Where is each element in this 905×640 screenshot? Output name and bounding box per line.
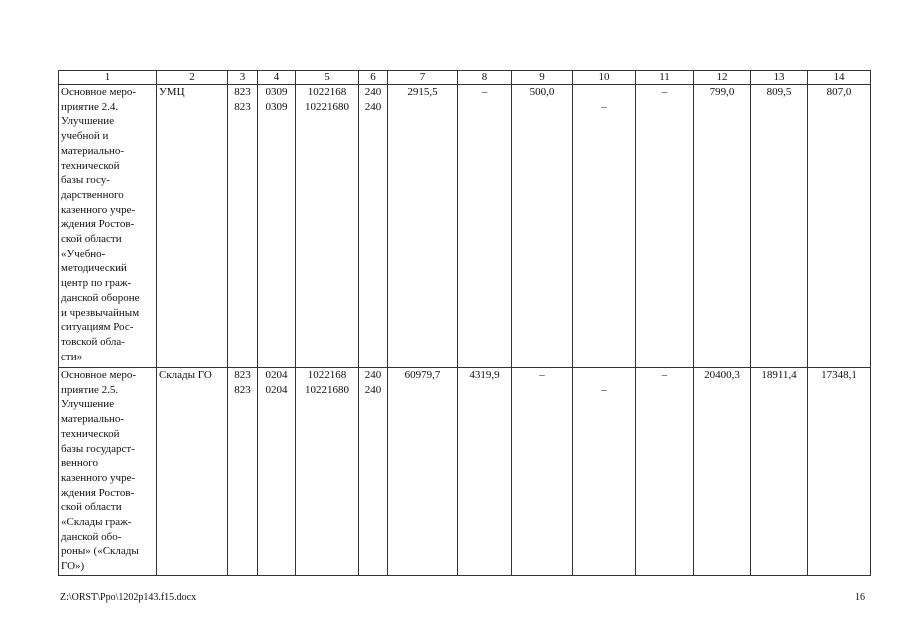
activity-name-line: «Учебно-	[61, 247, 106, 260]
value-cell: 807,0	[808, 85, 871, 368]
executor-cell: УМЦ	[157, 85, 228, 368]
value-cell: 500,0	[512, 85, 573, 368]
csr-cell	[296, 368, 359, 576]
grbs-code: 823	[234, 369, 251, 381]
activity-name-line: ГО»)	[61, 560, 85, 573]
header-cell: 11	[636, 71, 694, 85]
rzpr-cell	[258, 85, 296, 368]
header-cell: 6	[359, 71, 388, 85]
activity-name-line: ской области	[61, 233, 122, 246]
value-cell: 799,0	[694, 85, 751, 368]
activity-name-line: казенного учре-	[61, 471, 136, 484]
value-cell: 18911,4	[751, 368, 808, 576]
program-table	[58, 70, 871, 576]
value-cell: –	[512, 368, 573, 576]
table-row	[59, 368, 871, 576]
header-cell: 4	[258, 71, 296, 85]
activity-name-line: базы госу-	[61, 174, 110, 187]
vr-cell	[359, 368, 388, 576]
header-cell: 3	[228, 71, 258, 85]
csr-code: 10221680	[305, 383, 349, 396]
value-cell: –	[636, 85, 694, 368]
grbs-cell	[228, 85, 258, 368]
value-cell: 17348,1	[808, 368, 871, 576]
activity-name-line: приятие 2.4.	[61, 100, 119, 113]
grbs-cell	[228, 368, 258, 576]
rzpr-code: 0204	[265, 383, 288, 396]
activity-name-line: ситуациям Рос-	[61, 321, 134, 334]
vr-code: 240	[364, 369, 382, 381]
header-cell: 10	[573, 71, 636, 85]
value-cell: 809,5	[751, 85, 808, 368]
activity-name-line: ждения Ростов-	[61, 486, 135, 499]
header-cell: 1	[59, 71, 157, 85]
activity-name-line: приятие 2.5.	[61, 383, 119, 396]
activity-name-line: данской обороне	[61, 291, 140, 304]
activity-name-line: ждения Ростов-	[61, 218, 135, 231]
activity-name-line: казенного учре-	[61, 203, 136, 216]
activity-name-line: Основное меро-	[61, 369, 137, 381]
value-cell: 4319,9	[458, 368, 512, 576]
activity-name-line: материально-	[61, 413, 125, 426]
csr-cell	[296, 85, 359, 368]
header-cell: 14	[808, 71, 871, 85]
value-cell: 60979,7	[388, 368, 458, 576]
value-text: –	[601, 383, 607, 396]
grbs-code: 823	[234, 383, 251, 396]
activity-name-line: Основное меро-	[61, 86, 137, 98]
value-cell	[573, 368, 636, 576]
activity-name-line: и чрезвычайным	[61, 306, 140, 319]
value-cell: 20400,3	[694, 368, 751, 576]
page-number: 16	[855, 592, 865, 603]
activity-name-line: ской области	[61, 501, 122, 514]
activity-name-line: Улучшение	[61, 115, 115, 128]
activity-name-line: центр по граж-	[61, 277, 132, 290]
activity-name-line: роны» («Склады	[61, 545, 139, 558]
grbs-code: 823	[234, 100, 251, 113]
activity-name-line: базы государст-	[61, 442, 135, 455]
csr-code: 1022168	[307, 86, 347, 98]
activity-name-line: технической	[61, 427, 120, 440]
header-cell: 13	[751, 71, 808, 85]
activity-name-line: Улучшение	[61, 398, 115, 411]
activity-name-line: товской обла-	[61, 335, 125, 348]
grbs-code: 823	[234, 86, 251, 98]
rzpr-code: 0309	[265, 86, 288, 98]
header-cell: 5	[296, 71, 359, 85]
activity-name-cell	[59, 85, 157, 368]
value-cell	[573, 85, 636, 368]
vr-code: 240	[364, 86, 382, 98]
value-cell: 2915,5	[388, 85, 458, 368]
header-cell: 12	[694, 71, 751, 85]
activity-name-line: сти»	[61, 350, 83, 363]
executor-cell: Склады ГО	[157, 368, 228, 576]
activity-name-line: материально-	[61, 144, 125, 157]
value-cell: –	[458, 85, 512, 368]
activity-name-line: технической	[61, 159, 120, 172]
rzpr-cell	[258, 368, 296, 576]
header-cell: 7	[388, 71, 458, 85]
vr-cell	[359, 85, 388, 368]
activity-name-line: «Склады граж-	[61, 516, 132, 529]
header-cell: 8	[458, 71, 512, 85]
activity-name-line: учебной и	[61, 130, 109, 143]
csr-code: 1022168	[307, 369, 347, 381]
vr-code: 240	[364, 383, 382, 396]
header-cell: 2	[157, 71, 228, 85]
activity-name-line: методический	[61, 262, 127, 275]
vr-code: 240	[364, 100, 382, 113]
activity-name-line: дарственного	[61, 188, 124, 201]
value-cell: –	[636, 368, 694, 576]
header-row	[59, 71, 871, 85]
activity-name-line: венного	[61, 457, 99, 470]
value-text: –	[601, 100, 607, 113]
footer-file-path: Z:\ORST\Ppo\1202p143.f15.docx	[60, 592, 197, 603]
rzpr-code: 0204	[265, 369, 288, 381]
activity-name-cell	[59, 368, 157, 576]
rzpr-code: 0309	[265, 100, 288, 113]
table-row	[59, 85, 871, 368]
header-cell: 9	[512, 71, 573, 85]
csr-code: 10221680	[305, 100, 349, 113]
activity-name-line: данской обо-	[61, 530, 122, 543]
